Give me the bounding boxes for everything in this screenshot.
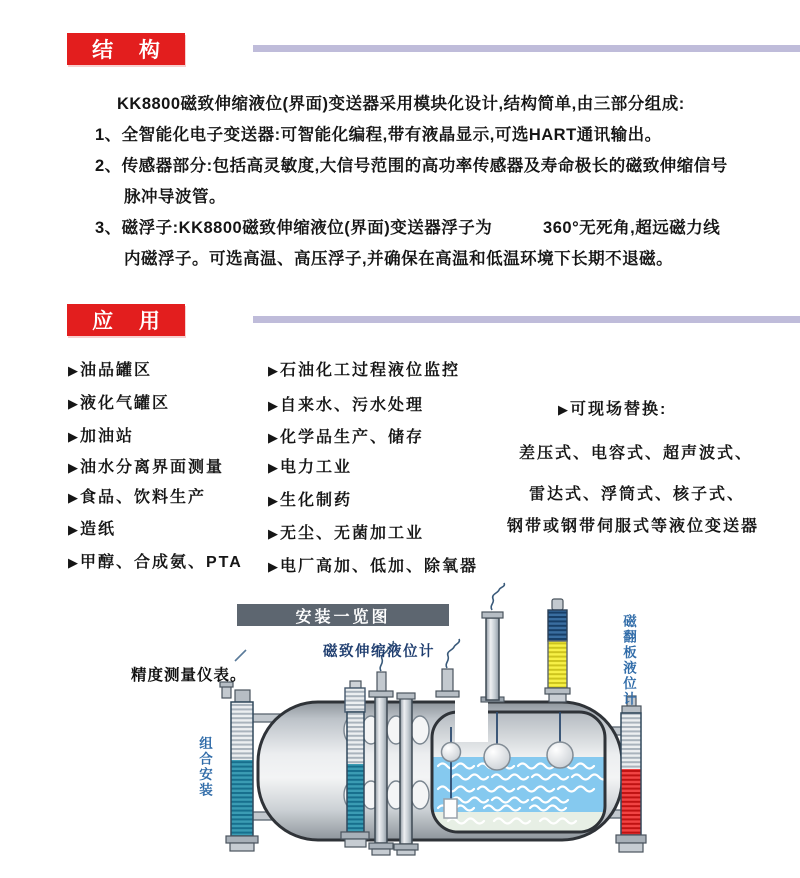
- application-item: [268, 357, 460, 380]
- application-label: 可现场替换:: [570, 401, 668, 418]
- triangle-bullet-icon: ▶: [268, 430, 278, 445]
- triangle-bullet-icon: ▶: [268, 493, 278, 508]
- triangle-bullet-icon: ▶: [68, 460, 78, 475]
- triangle-bullet-icon: ▶: [68, 396, 78, 411]
- structure-paragraph-line: 内磁浮子。可选高温、高压浮子,并确保在高温和低温环境下长期不退磁。: [124, 250, 674, 268]
- structure-paragraph-line: 1、全智能化电子变送器:可智能化编程,带有液晶显示,可选HART通讯输出。: [95, 126, 662, 144]
- triangle-bullet-icon: ▶: [68, 429, 78, 444]
- triangle-bullet-icon: ▶: [68, 490, 78, 505]
- application-label: 电厂高加、低加、除氧器: [280, 558, 479, 575]
- application-item: [268, 392, 424, 415]
- replaceable-line: 差压式、电容式、超声波式、: [519, 445, 754, 462]
- application-label: 化学品生产、储存: [280, 429, 425, 446]
- triangle-bullet-icon: ▶: [68, 555, 78, 570]
- float-sphere: [442, 743, 461, 762]
- yellow-gauge-column: [545, 599, 570, 702]
- section-header-application: 应 用: [67, 304, 185, 336]
- application-item: [68, 390, 170, 413]
- blank-callout-box: [455, 680, 488, 742]
- application-label: 石油化工过程液位监控: [280, 362, 461, 379]
- replaceable-line: 钢带或钢带伺服式等液位变送器: [507, 518, 760, 535]
- replaceable-title: [558, 396, 667, 419]
- label-magnetic-flap-gauge: 磁翻板液位计: [621, 614, 636, 707]
- application-label: 液化气罐区: [80, 395, 171, 412]
- triangle-bullet-icon: ▶: [68, 522, 78, 537]
- application-item: [68, 454, 224, 477]
- application-label: 造纸: [80, 521, 117, 538]
- triangle-bullet-icon: ▶: [268, 460, 278, 475]
- float-sphere: [547, 742, 573, 768]
- application-label: 无尘、无菌加工业: [280, 525, 425, 542]
- application-item: [268, 487, 352, 510]
- application-item: [268, 553, 478, 576]
- application-label: 油水分离界面测量: [80, 459, 225, 476]
- application-item: [68, 357, 152, 380]
- application-item: [68, 516, 116, 539]
- triangle-bullet-icon: ▶: [558, 402, 568, 417]
- application-item: [68, 484, 206, 507]
- application-label: 甲醇、合成氨、PTA: [80, 554, 243, 571]
- structure-paragraph-line: 2、传感器部分:包括高灵敏度,大信号范围的高功率传感器及寿命极长的磁致伸缩信号: [95, 157, 728, 175]
- application-item: [268, 520, 424, 543]
- structure-paragraph-line: 3、磁浮子:KK8800磁致伸缩液位(界面)变送器浮子为 360°无死角,超远磁力线: [95, 219, 721, 237]
- application-label: 油品罐区: [80, 362, 153, 379]
- application-item: [68, 423, 134, 446]
- structure-paragraph-line: 脉冲导波管。: [124, 188, 226, 206]
- float-sphere: [484, 744, 510, 770]
- structure-paragraph-line: KK8800磁致伸缩液位(界面)变送器采用模块化设计,结构简单,由三部分组成:: [117, 95, 685, 113]
- cable-squiggle: [491, 583, 504, 610]
- label-combined-install: 组合安装: [197, 736, 212, 798]
- combined-install-gauge-column: [220, 682, 258, 851]
- application-label: 自来水、污水处理: [280, 397, 425, 414]
- application-label: 电力工业: [280, 459, 353, 476]
- application-item: [68, 549, 243, 572]
- label-precision-instrument: 精度测量仪表。: [131, 667, 247, 684]
- application-item: [268, 424, 424, 447]
- replaceable-line: 雷达式、浮筒式、核子式、: [529, 486, 746, 503]
- triangle-bullet-icon: ▶: [68, 363, 78, 378]
- application-label: 生化制药: [280, 492, 353, 509]
- application-item: [268, 454, 352, 477]
- section-header-structure: 结 构: [67, 33, 185, 65]
- triangle-bullet-icon: ▶: [268, 526, 278, 541]
- triangle-bullet-icon: ▶: [268, 363, 278, 378]
- application-label: 加油站: [80, 428, 135, 445]
- section-divider: [253, 316, 800, 323]
- label-magnetostrictive-gauge: 磁致伸缩液位计: [323, 644, 435, 660]
- diagram-title-bar: 安装一览图: [237, 604, 449, 626]
- triangle-bullet-icon: ▶: [268, 559, 278, 574]
- section-divider: [253, 45, 800, 52]
- magnetic-flap-gauge-column: [616, 696, 646, 852]
- application-label: 食品、饮料生产: [80, 489, 207, 506]
- callout-line: [235, 650, 246, 661]
- cable-squiggle: [446, 639, 459, 668]
- triangle-bullet-icon: ▶: [268, 398, 278, 413]
